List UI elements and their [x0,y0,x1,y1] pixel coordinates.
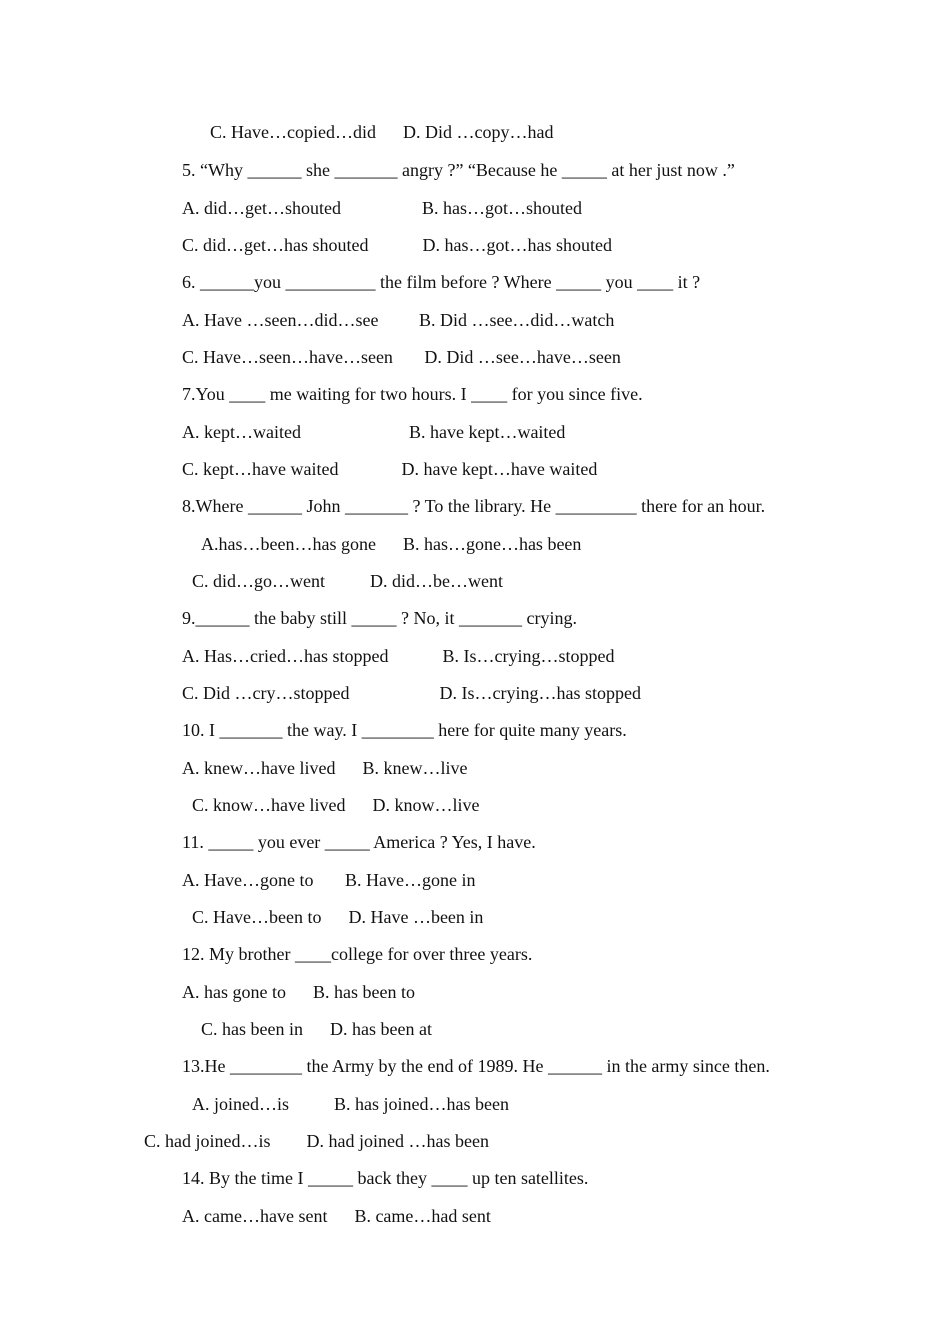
question-12: 12. My brother ____college for over three years. [182,944,533,964]
question-9: 9.______ the baby still _____ ? No, it _______ crying. [182,608,577,628]
option-line-q8-ab: A.has…been…has gone B. has…gone…has been [201,534,582,554]
option-line-q6-cd: C. Have…seen…have…seen D. Did …see…have…seen [182,347,621,367]
question-13: 13.He ________ the Army by the end of 1989. He ______ in the army since then. [182,1056,770,1076]
option-line-q5-cd: C. did…get…has shouted D. has…got…has shouted [182,235,612,255]
question-10: 10. I _______ the way. I ________ here for quite many years. [182,720,627,740]
option-line-q4-cd: C. Have…copied…did D. Did …copy…had [210,122,554,142]
question-8: 8.Where ______ John _______ ? To the library. He _________ there for an hour. [182,496,766,516]
question-5: 5. “Why ______ she _______ angry ?” “Because he _____ at her just now .” [182,160,735,180]
option-line-q10-ab: A. knew…have lived B. knew…live [182,758,468,778]
option-line-q10-cd: C. know…have lived D. know…live [192,795,480,815]
option-line-q8-cd: C. did…go…went D. did…be…went [192,571,503,591]
option-line-q9-cd: C. Did …cry…stopped D. Is…crying…has stopped [182,683,641,703]
option-line-q9-ab: A. Has…cried…has stopped B. Is…crying…stopped [182,646,615,666]
option-line-q7-cd: C. kept…have waited D. have kept…have waited [182,459,598,479]
option-line-q14-ab: A. came…have sent B. came…had sent [182,1206,491,1226]
question-11: 11. _____ you ever _____ America ? Yes, I have. [182,832,536,852]
option-line-q11-cd: C. Have…been to D. Have …been in [192,907,484,927]
option-line-q7-ab: A. kept…waited B. have kept…waited [182,422,566,442]
option-line-q6-ab: A. Have …seen…did…see B. Did …see…did…watch [182,310,615,330]
option-line-q12-cd: C. has been in D. has been at [201,1019,432,1039]
question-14: 14. By the time I _____ back they ____ up ten satellites. [182,1168,589,1188]
option-line-q13-cd: C. had joined…is D. had joined …has been [144,1131,489,1151]
option-line-q13-ab: A. joined…is B. has joined…has been [192,1094,509,1114]
option-line-q12-ab: A. has gone to B. has been to [182,982,415,1002]
question-6: 6. ______you __________ the film before ? Where _____ you ____ it ? [182,272,701,292]
option-line-q5-ab: A. did…get…shouted B. has…got…shouted [182,198,582,218]
question-7: 7.You ____ me waiting for two hours. I ____ for you since five. [182,384,643,404]
option-line-q11-ab: A. Have…gone to B. Have…gone in [182,870,476,890]
